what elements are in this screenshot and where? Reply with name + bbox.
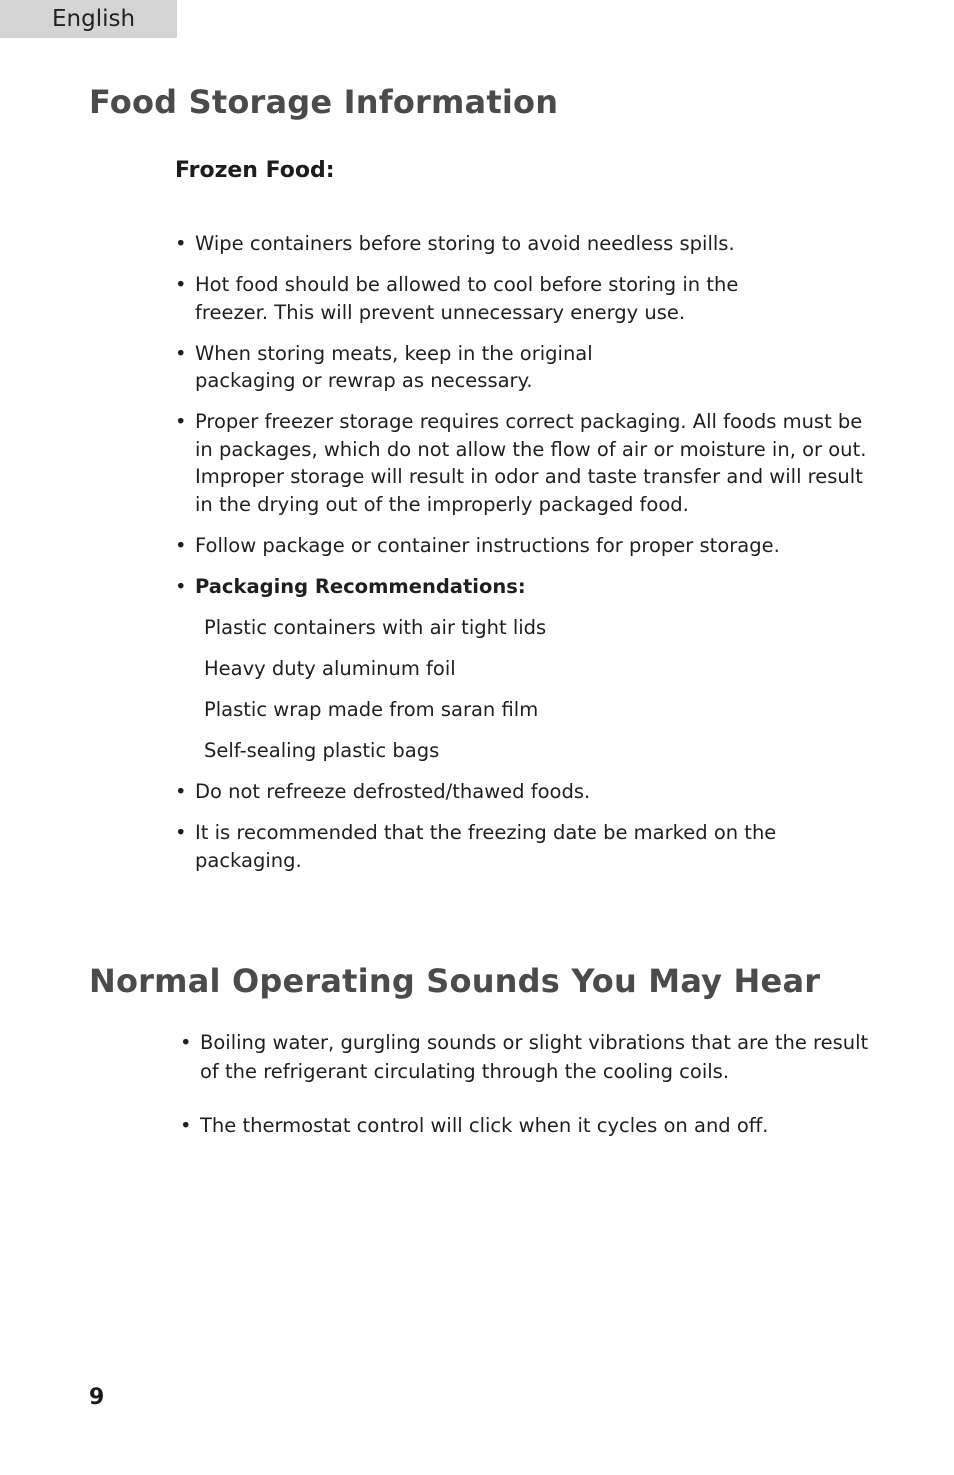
list-item: • Boiling water, gurgling sounds or slight vibrations that are the result of the refrigerant circulating through the cooling coils. [180, 1028, 870, 1086]
page-number: 9 [89, 1385, 105, 1410]
list-item: • When storing meats, keep in the original packaging or rewrap as necessary. [175, 340, 615, 395]
list-item: • Follow package or container instructions for proper storage. [175, 532, 815, 560]
operating-sounds-list [180, 1028, 870, 1165]
list-item: • It is recommended that the freezing date be marked on the packaging. [175, 819, 785, 874]
frozen-food-list [175, 230, 875, 888]
list-item: • The thermostat control will click when it cycles on and off. [180, 1111, 870, 1140]
packaging-list [195, 614, 875, 765]
list-item: • Do not refreeze defrosted/thawed foods. [175, 778, 755, 806]
list-item: • Proper freezer storage requires correct packaging. All foods must be in packages, which do not allow the flow of air or moisture in, or out. Improper storage will result in odor and taste transfer and will result in the drying out of the improperly packaged food. [175, 408, 885, 518]
packaging-item: Self-sealing plastic bags [204, 739, 440, 762]
packaging-item: Heavy duty aluminum foil [204, 657, 456, 680]
packaging-item: Plastic wrap made from saran film [204, 698, 539, 721]
packaging-heading: Packaging Recommendations: [195, 574, 526, 598]
frozen-food-subtitle: Frozen Food: [175, 158, 335, 183]
list-item: • Wipe containers before storing to avoid needless spills. [175, 230, 755, 258]
language-tab: English [0, 0, 177, 38]
packaging-recommendations [175, 573, 875, 765]
list-item: • Hot food should be allowed to cool before storing in the freezer. This will prevent unnecessary energy use. [175, 271, 815, 326]
operating-sounds-title: Normal Operating Sounds You May Hear [89, 962, 821, 1000]
packaging-item: Plastic containers with air tight lids [204, 616, 547, 639]
food-storage-title: Food Storage Information [89, 83, 559, 121]
